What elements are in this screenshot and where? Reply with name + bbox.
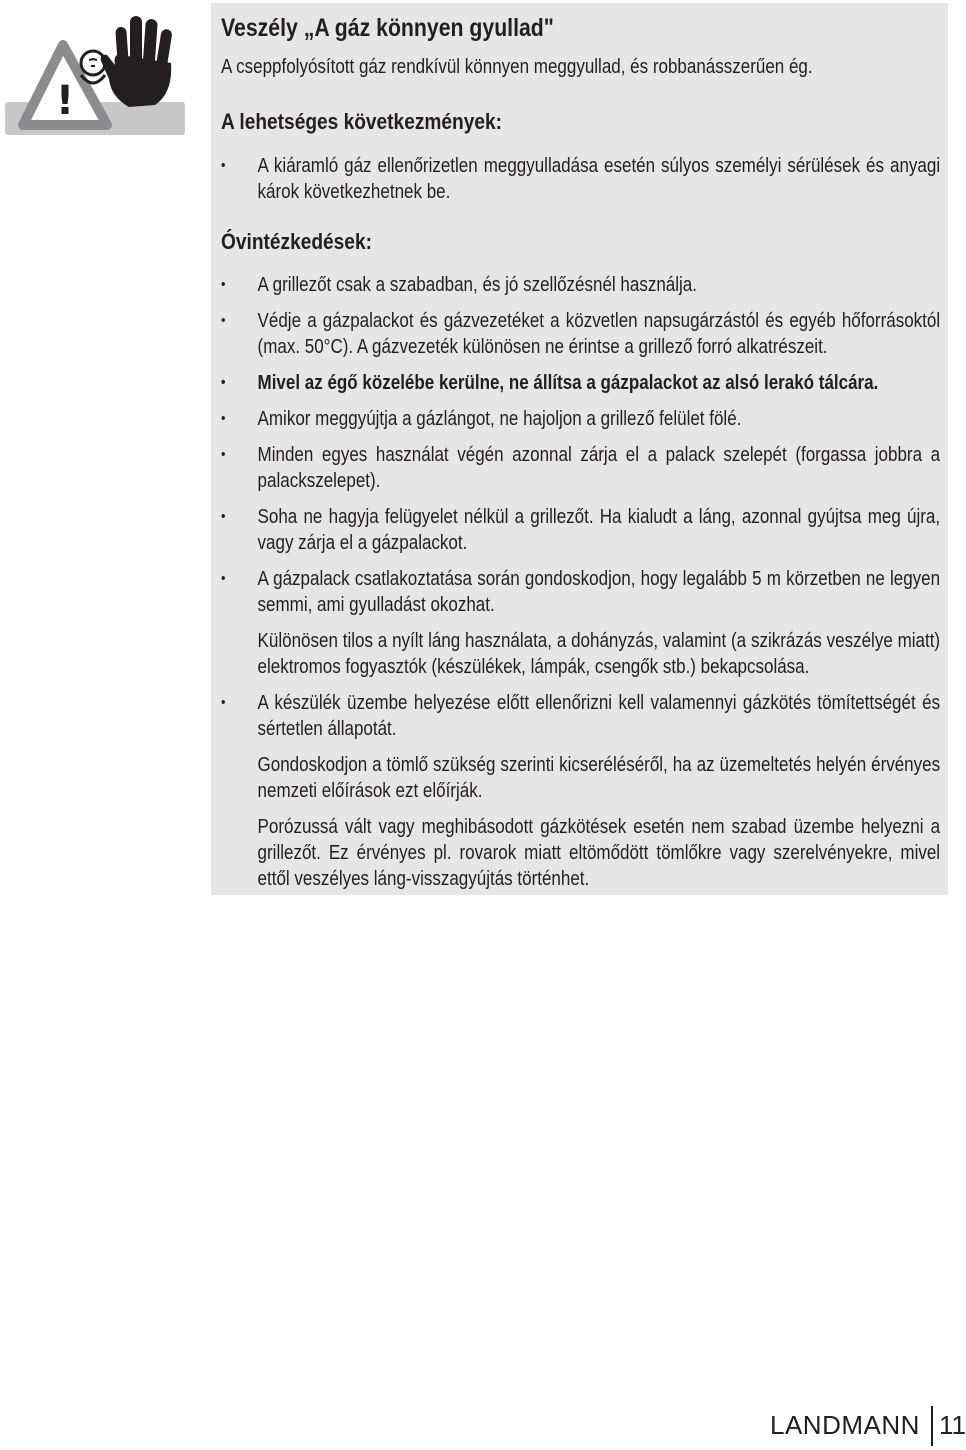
list-item bbox=[221, 442, 940, 494]
warning-panel bbox=[211, 3, 948, 895]
brand-name: LANDMANN bbox=[770, 1410, 920, 1440]
precaution-text: Mivel az égő közelébe kerülne, ne állítsa a gázpalackot az alsó lerakó tálcára. bbox=[257, 372, 879, 394]
precaution-text: A gázpalack csatlakoztatása során gondoskodjon, hogy legalább 5 m körzetben ne legyen semmi, ami gyulladást okozhat. bbox=[257, 568, 941, 616]
precautions-list bbox=[221, 272, 940, 892]
bullet: • bbox=[221, 312, 226, 329]
list-item bbox=[221, 308, 940, 360]
precaution-text: Védje a gázpalackot és gázvezetéket a közvetlen napsugárzástól és egyéb hőforrásoktól (max. 50°C). A gázvezeték különösen ne érintse a grillező forró alkatrészeit. bbox=[257, 310, 941, 358]
warning-title: Veszély „A gáz könnyen gyullad" bbox=[221, 14, 554, 42]
precaution-text: A készülék üzembe helyezése előtt ellenőrizni kell valamennyi gázkötés tömítettségét és sértetlen állapotát. bbox=[257, 692, 941, 740]
consequence-text: A kiáramló gáz ellenőrizetlen meggyulladása esetén súlyos személyi sérülések és anyagi károk következhetnek be. bbox=[257, 155, 941, 203]
list-item bbox=[221, 272, 940, 298]
page-number: 11 bbox=[939, 1410, 966, 1440]
list-item bbox=[221, 504, 940, 556]
bullet: • bbox=[221, 508, 226, 525]
precaution-text: Minden egyes használat végén azonnal zárja el a palack szelepét (forgassa jobbra a palackszelepet). bbox=[257, 444, 941, 492]
precaution-subtext: Különösen tilos a nyílt láng használata, a dohányzás, valamint (a szikrázás veszélye miatt) elektromos fogyasztók (készülékek, lámpák, csengők stb.) bekapcsolása. bbox=[257, 630, 941, 678]
precaution-subtext: Porózussá vált vagy meghibásodott gázkötések esetén nem szabad üzembe helyezni a grillezőt. Ez érvényes pl. rovarok miatt eltömődött tömlőkre vagy szerelvényekre, mivel ettől veszélyes láng-visszagyújtás történhet. bbox=[257, 816, 941, 890]
precaution-text: Soha ne hagyja felügyelet nélkül a grillezőt. Ha kialudt a láng, azonnal gyújtsa meg újra, vagy zárja el a gázpalackot. bbox=[257, 506, 941, 554]
bullet: • bbox=[221, 570, 226, 587]
bullet: • bbox=[221, 446, 226, 463]
list-item bbox=[221, 370, 940, 396]
bullet: • bbox=[221, 276, 226, 293]
bullet: • bbox=[221, 374, 226, 391]
list-item bbox=[221, 690, 940, 892]
precaution-text: Amikor meggyújtja a gázlángot, ne hajoljon a grillező felület fölé. bbox=[257, 408, 742, 430]
precaution-subtext: Gondoskodjon a tömlő szükség szerinti kicseréléséről, ha az üzemeltetés helyén érvényes nemzeti előírások ezt előírják. bbox=[257, 754, 941, 802]
precautions-heading: Óvintézkedések: bbox=[221, 229, 372, 254]
exclamation-mark: ! bbox=[55, 78, 75, 124]
list-item bbox=[221, 153, 940, 205]
list-item bbox=[221, 566, 940, 680]
precaution-text: A grillezőt csak a szabadban, és jó szellőzésnél használja. bbox=[257, 274, 697, 296]
warning-intro: A cseppfolyósított gáz rendkívül könnyen meggyullad, és robbanásszerűen ég. bbox=[221, 56, 813, 78]
bullet: • bbox=[221, 410, 226, 427]
consequences-heading: A lehetséges következmények: bbox=[221, 109, 503, 134]
consequences-list bbox=[221, 153, 940, 205]
warning-text bbox=[221, 13, 940, 892]
list-item bbox=[221, 406, 940, 432]
footer-divider bbox=[931, 1406, 933, 1446]
bullet: • bbox=[221, 694, 226, 711]
bullet: • bbox=[221, 157, 226, 174]
warning-icon bbox=[5, 13, 185, 135]
